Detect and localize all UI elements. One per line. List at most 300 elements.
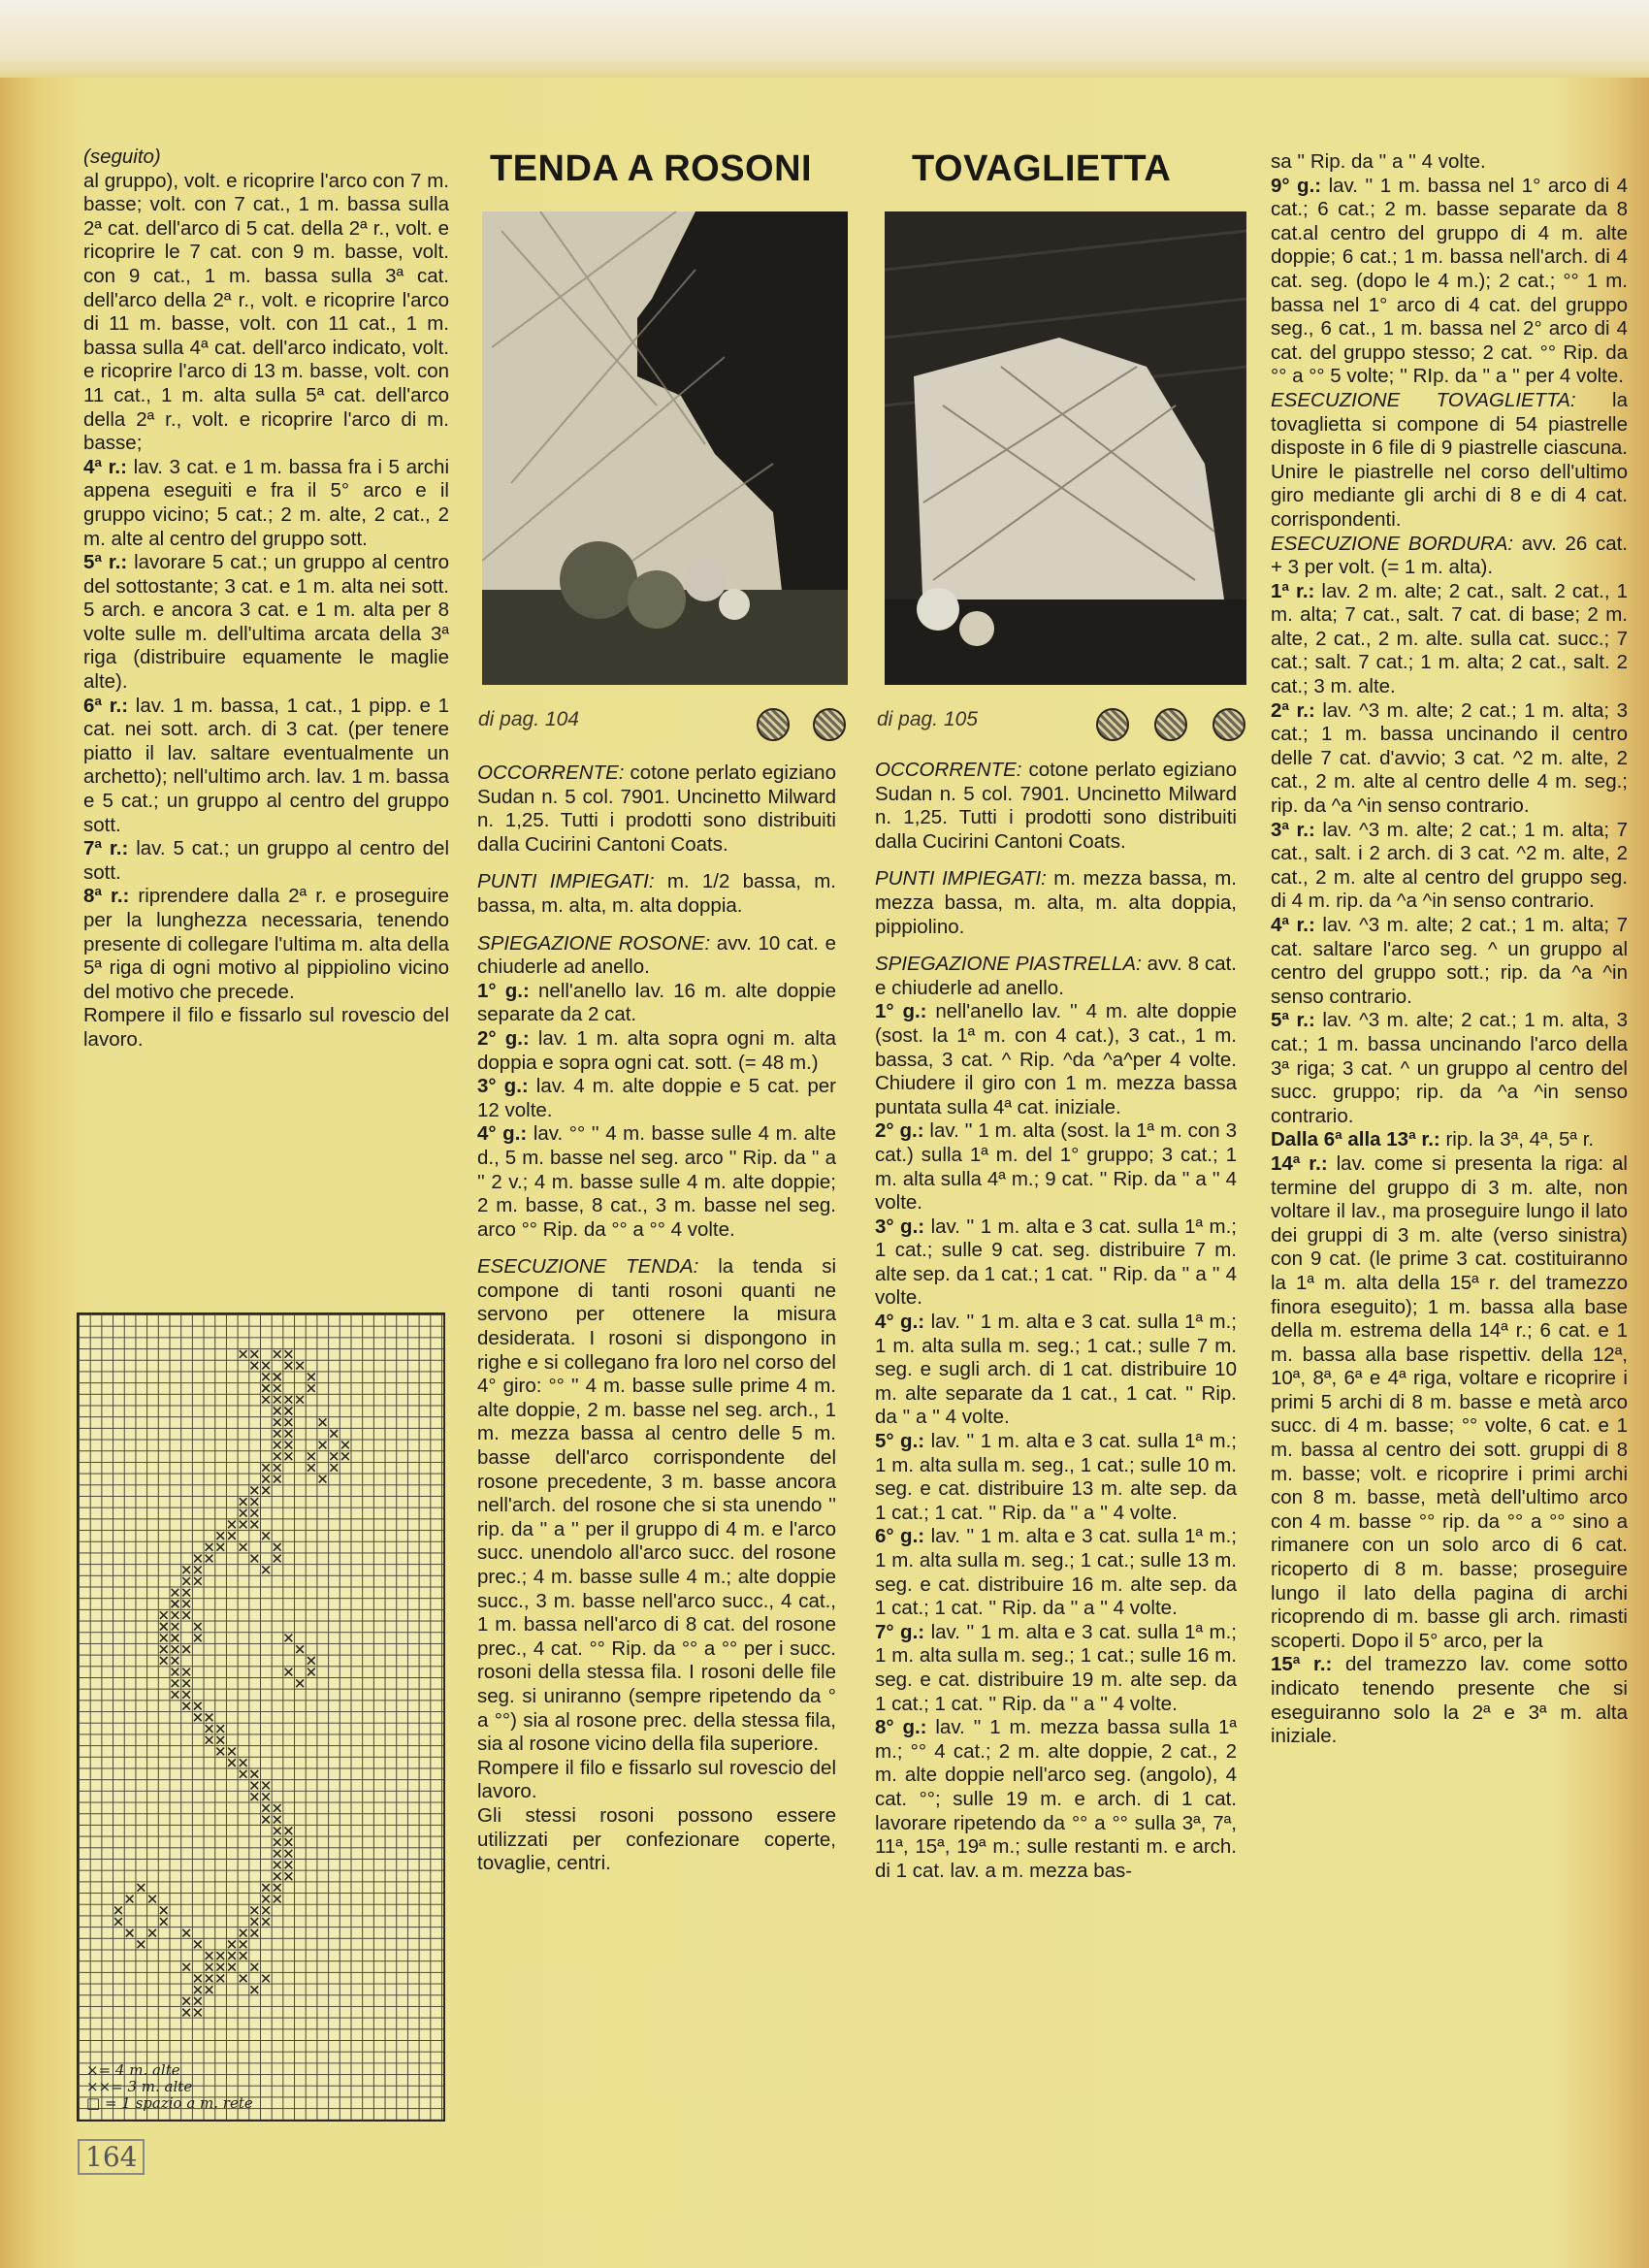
section-heading: (seguito) (83, 146, 161, 168)
chart-cross-cell (274, 1374, 281, 1381)
chart-cross-cell (262, 1362, 270, 1370)
step-label: 7° g.: (875, 1620, 925, 1643)
chart-cross-cell (251, 1350, 259, 1358)
chart-cross-cell (296, 1679, 304, 1687)
section-heading: PUNTI IMPIEGATI: (875, 867, 1047, 891)
chart-cross-cell (251, 1963, 259, 1971)
chart-cross-cell (216, 1532, 224, 1539)
caption-right: di pag. 105 (877, 708, 978, 730)
chart-cross-cell (262, 1895, 270, 1903)
chart-cross-cell (206, 1963, 213, 1971)
step-label: 5ª r.: (1271, 1009, 1315, 1032)
chart-cross-cell (307, 1384, 315, 1392)
chart-cross-cell (138, 1941, 146, 1949)
paragraph-text: lav. 4 m. alte doppie e 5 cat. per 12 volte. (477, 1075, 836, 1121)
chart-cross-cell (182, 1669, 190, 1676)
chart-cross-cell (126, 1895, 134, 1903)
chart-cross-cell (274, 1442, 281, 1449)
chart-cross-cell (262, 1906, 270, 1914)
step-label: 4ª r.: (83, 455, 127, 478)
chart-cross-cell (240, 1509, 247, 1517)
chart-cross-cell (307, 1452, 315, 1460)
paragraph-text: lav. '' 1 m. alta e 3 cat. sulla 1ª m.; 1 m. alta sulla m. seg.; 1 cat.; sulle 7 m. seg. e sugli arch. di 1 cat. distribuire 10 m. alte separate da 1 cat., 1 cat. '' Rip. da '' a '' 4 volte. (875, 1311, 1238, 1429)
paragraph-text: lav. ^3 m. alte; 2 cat.; 1 m. alta; 7 cat. saltare l'arco seg. ^ un gruppo al centro del gruppo sott.; rip. da ^a ^in senso contrario. (1271, 914, 1628, 1008)
yarn-ball-icon (1212, 708, 1245, 741)
chart-cross-cell (285, 1828, 293, 1835)
chart-cross-cell (172, 1623, 179, 1631)
chart-cross-cell (285, 1669, 293, 1676)
chart-cross-cell (274, 1884, 281, 1892)
paragraph (477, 1255, 836, 1756)
chart-cross-cell (251, 1487, 259, 1495)
chart-cross-cell (126, 1929, 134, 1937)
step-label: 4° g.: (875, 1311, 925, 1334)
chart-cross-cell (262, 1487, 270, 1495)
paragraph-text: cotone perlato egiziano Sudan n. 5 col. 7901. Uncinetto Milward n. 1,25. Tutti i prodotti sono distribuiti dalla Cucirini Cantoni Coats. (875, 759, 1237, 853)
chart-cross-cell (160, 1635, 168, 1642)
paragraph (83, 885, 449, 1004)
chart-cross-cell (251, 1509, 259, 1517)
chart-cross-cell (240, 1498, 247, 1506)
chart-cross-cell (341, 1442, 349, 1449)
chart-cross-cell (274, 1452, 281, 1460)
section-heading: SPIEGAZIONE ROSONE: (477, 931, 711, 955)
paragraph (1271, 914, 1628, 1009)
step-label: 8ª r.: (83, 885, 130, 908)
chart-cross-cell (285, 1418, 293, 1426)
paragraph (1271, 175, 1628, 389)
chart-cross-cell (172, 1657, 179, 1665)
chart-cross-cell (206, 1986, 213, 1993)
chart-cross-cell (172, 1679, 179, 1687)
step-label: 1ª r.: (1271, 579, 1315, 602)
paragraph (875, 1215, 1237, 1311)
paragraph (1271, 699, 1628, 819)
chart-cross-cell (296, 1645, 304, 1653)
chart-cross-cell (285, 1350, 293, 1358)
column-tovaglietta-instructions (875, 759, 1237, 1883)
chart-cross-cell (228, 1952, 236, 1960)
paragraph (83, 837, 449, 885)
chart-cross-cell (182, 1566, 190, 1573)
chart-cross-cell (194, 1577, 202, 1585)
chart-cross-cell (240, 1929, 247, 1937)
step-label: 2° g.: (477, 1026, 530, 1050)
step-label: 9° g.: (1271, 174, 1322, 197)
paragraph (83, 456, 449, 551)
chart-cross-cell (274, 1555, 281, 1563)
paragraph-text: lav. 5 cat.; un gruppo al centro del sott. (83, 837, 450, 884)
paragraph (83, 170, 449, 456)
section-heading: ESECUZIONE BORDURA: (1271, 532, 1514, 555)
chart-cross-cell (182, 1645, 190, 1653)
chart-cross-cell (114, 1918, 122, 1926)
legend-line: □ = 1 spazio a m. rete (86, 2094, 253, 2112)
paragraph-text: nell'anello lav. 16 m. alte doppie separate da 2 cat. (477, 979, 836, 1026)
chart-cross-cell (274, 1396, 281, 1404)
column-continued-instructions (83, 146, 449, 1053)
chart-cross-cell (160, 1657, 168, 1665)
paragraph-text: nell'anello lav. '' 4 m. alte doppie (sost. la 1ª m. con 4 cat.), 3 cat., 1 m. bassa, 3 cat. ^ Rip. ^da ^a^per 4 volte. Chiudere il giro con 1 m. mezza bassa puntata sulla 4ª cat. iniziale. (875, 1000, 1237, 1118)
chart-cross-cell (274, 1804, 281, 1812)
chart-cross-cell (182, 1679, 190, 1687)
section-heading: OCCORRENTE: (477, 761, 625, 784)
placemat-photo (885, 211, 1246, 685)
chart-cross-cell (274, 1464, 281, 1472)
chart-cross-cell (216, 1736, 224, 1744)
step-label: 1° g.: (875, 1000, 927, 1023)
step-label: 2° g.: (875, 1119, 924, 1143)
chart-cross-cell (262, 1396, 270, 1404)
chart-cross-cell (216, 1748, 224, 1756)
chart-pattern (79, 1314, 443, 2120)
chart-cross-cell (182, 1589, 190, 1597)
paragraph (477, 1804, 836, 1876)
chart-cross-cell (285, 1362, 293, 1370)
step-label: 15ª r.: (1271, 1653, 1333, 1676)
paragraph-text: Rompere il filo e fissarlo sul rovescio del lavoro. (83, 1004, 449, 1051)
chart-cross-cell (251, 1362, 259, 1370)
paragraph (875, 1525, 1237, 1620)
chart-cross-cell (251, 1498, 259, 1506)
paragraph-text: avv. 10 cat. e chiuderle ad anello. (477, 931, 836, 979)
paragraph-text: lav. 3 cat. e 1 m. bassa fra i 5 archi appena eseguiti e fra il 5° arco e il gruppo vicino; 5 cat.; 2 m. alte, 2 cat., 2 m. alte al centro del gruppo sott. (83, 455, 449, 550)
chart-cross-cell (148, 1895, 156, 1903)
chart-cross-cell (274, 1543, 281, 1551)
step-label: 14ª r.: (1271, 1151, 1328, 1175)
chart-cross-cell (182, 1691, 190, 1699)
chart-cross-cell (206, 1952, 213, 1960)
paragraph (477, 870, 836, 918)
paragraph-text: lav. ^3 m. alte; 2 cat.; 1 m. alta; 7 cat., salt. i 2 arch. di 3 cat. ^2 m. alte, 2 cat., 2 m. alte al centro del gruppo seg. di 4 m. rip. da ^a ^in senso contrario. (1271, 818, 1628, 913)
chart-cross-cell (172, 1691, 179, 1699)
column-tovaglietta-continued (1271, 150, 1628, 1749)
chart-cross-cell (274, 1872, 281, 1880)
chart-cross-cell (251, 1906, 259, 1914)
chart-cross-cell (251, 1918, 259, 1926)
paragraph (1271, 150, 1628, 175)
chart-cross-cell (172, 1601, 179, 1608)
chart-cross-cell (148, 1929, 156, 1937)
chart-cross-cell (307, 1374, 315, 1381)
chart-cross-cell (251, 1770, 259, 1778)
paragraph-text: lav. °° '' 4 m. basse sulle 4 m. alte d., 5 m. basse nel seg. arco '' Rip. da '' a '' 2 v.; 4 m. basse sulle 4 m. alte doppie; 2 m. basse, 8 cat., 3 m. basse nel seg. arco °° Rip. da °° a °° 4 volte. (477, 1122, 836, 1241)
legend-line: ×= 4 m. alte (86, 2061, 180, 2079)
chart-cross-cell (307, 1657, 315, 1665)
paragraph-text: m. 1/2 bassa, m. bassa, m. alta, m. alta doppia. (477, 870, 836, 917)
chart-cross-cell (216, 1543, 224, 1551)
paragraph-text: lav. 1 m. alta sopra ogni m. alta doppia e sopra ogni cat. sott. (= 48 m.) (477, 1026, 837, 1074)
chart-cross-cell (319, 1418, 327, 1426)
paragraph (875, 1119, 1237, 1215)
chart-cross-cell (114, 1906, 122, 1914)
paragraph (83, 1004, 449, 1052)
chart-cross-cell (240, 1952, 247, 1960)
chart-cross-cell (274, 1418, 281, 1426)
paragraph-text: la tenda si compone di tanti rosoni quanti ne servono per ottenere la misura desiderata. I rosoni si dispongono in righe e si collegano fra loro nel corso del 4° giro: °° '' 4 m. basse sulle prime 4 m. alte doppie, 2 m. basse nel seg. arch., 1 m. mezza bassa al centro delle 5 m. basse dell'arco corrispondente del rosone precedente, 3 m. basse ancora nell'arch. del rosone che si sta unendo '' rip. da '' a '' per il gruppo di 4 m. e l'arco succ. unendolo all'arco succ. del rosone prec.; 4 m. basse sulle 4 m.; alte doppie succ., 3 m. basse nell'arco succ., 4 cat., 1 m. bassa nell'arco di 8 cat. del rosone prec., 4 cat. °° Rip. da °° a °° per i succ. rosoni della stessa fila. I rosoni delle file seg. si uniranno (sempre ripetendo da ° a °°) sia al rosone prec. della stessa fila, sia al rosone vicino della fila superiore. (477, 1255, 837, 1756)
paragraph-text: lav. '' 1 m. alta e 3 cat. sulla 1ª m.; 1 m. alta sulla m. seg., 1 cat.; sulle 10 m. seg. e cat. distribuire 13 m. alte sep. da 1 cat.; 1 cat. '' Rip. da '' a '' 4 volte. (875, 1430, 1238, 1524)
paragraph-text: lav. '' 1 m. alta e 3 cat. sulla 1ª m.; 1 cat.; sulle 9 cat. seg. distribuire 7 m. alte sep. da 1 cat.; 1 cat. '' Rip. da '' a '' 4 volte. (875, 1215, 1238, 1310)
paragraph (875, 1311, 1237, 1430)
chart-cross-cell (228, 1748, 236, 1756)
chart-cross-cell (251, 1521, 259, 1529)
paragraph (1271, 819, 1628, 914)
title-tovaglietta: TOVAGLIETTA (912, 148, 1172, 189)
chart-cross-cell (262, 1975, 270, 1983)
section-heading: SPIEGAZIONE PIASTRELLA: (875, 953, 1142, 976)
chart-cross-cell (262, 1566, 270, 1573)
paragraph (477, 1757, 836, 1804)
chart-cross-cell (251, 1986, 259, 1993)
chart-cross-cell (228, 1759, 236, 1766)
chart-cross-cell (182, 1577, 190, 1585)
chart-cross-cell (285, 1862, 293, 1869)
chart-cross-cell (274, 1838, 281, 1846)
chart-cross-cell (330, 1430, 338, 1438)
paragraph (477, 1075, 836, 1122)
chart-cross-cell (240, 1543, 247, 1551)
paragraph (477, 1027, 836, 1075)
step-label: 5ª r.: (83, 551, 128, 574)
chart-cross-cell (330, 1464, 338, 1472)
chart-cross-cell (194, 1986, 202, 1993)
chart-cross-cell (194, 1623, 202, 1631)
chart-cross-cell (251, 1793, 259, 1800)
chart-cross-cell (194, 1635, 202, 1642)
chart-cross-cell (285, 1430, 293, 1438)
paragraph-text: m. mezza bassa, m. mezza bassa, m. alta, m. alta doppia, pippiolino. (875, 867, 1237, 938)
paragraph (875, 1000, 1237, 1119)
step-label: 5° g.: (875, 1430, 925, 1453)
paragraph-text: la tovaglietta si compone di 54 piastrelle disposte in 6 file di 9 piastrelle ciascuna. Unire le piastrelle nel corso dell'ultimo giro mediante gli archi di 8 e di 4 cat. corrispondenti. (1271, 388, 1628, 531)
chart-cross-cell (341, 1452, 349, 1460)
chart-cross-cell (262, 1475, 270, 1483)
paragraph-text: lav. 2 m. alte; 2 cat., salt. 2 cat., 1 m. alta; 7 cat., salt. 7 cat. di base; 2 m. alte, 2 cat., 2 m. alte. sulla cat. succ.; 7 cat.; salt. 7 cat.; 1 m. alta; 2 cat., salt. 2 cat.; 3 m. alte. (1271, 579, 1629, 698)
chart-cross-cell (285, 1635, 293, 1642)
chart-cross-cell (274, 1384, 281, 1392)
step-label: 4ª r.: (1271, 914, 1315, 936)
step-label: 3° g.: (477, 1075, 529, 1098)
chart-cross-cell (194, 1714, 202, 1722)
chart-cross-cell (206, 1736, 213, 1744)
chart-cross-cell (182, 1963, 190, 1971)
paragraph (875, 1430, 1237, 1525)
chart-cross-cell (216, 1952, 224, 1960)
chart-cross-cell (216, 1975, 224, 1983)
chart-cross-cell (251, 1782, 259, 1790)
step-label: 2ª r.: (1271, 698, 1315, 722)
chart-cross-cell (274, 1408, 281, 1415)
paragraph (1271, 389, 1628, 533)
chart-cross-cell (296, 1396, 304, 1404)
paragraph (477, 932, 836, 980)
chart-cross-cell (240, 1521, 247, 1529)
chart-cross-cell (307, 1464, 315, 1472)
yarn-ball-icon (813, 708, 846, 741)
chart-cross-cell (182, 1702, 190, 1710)
caption-left: di pag. 104 (478, 708, 579, 730)
chart-cross-cell (206, 1714, 213, 1722)
curtain-photo (482, 211, 848, 685)
step-label: 1° g.: (477, 979, 530, 1002)
scan-top-margin (0, 0, 1649, 78)
step-label: Dalla 6ª alla 13ª r.: (1271, 1128, 1440, 1151)
paragraph-text: lav. '' 1 m. alta e 3 cat. sulla 1ª m.; 1 m. alta sulla m. seg.; 1 cat.; sulle 13 m. seg. e cat. distribuire 16 m. alte sep. da 1 cat.; 1 cat. '' Rip. da '' a '' 4 volte. (875, 1525, 1238, 1620)
section-heading: ESECUZIONE TOVAGLIETTA: (1271, 388, 1576, 411)
chart-cross-cell (262, 1816, 270, 1824)
chart-cross-cell (296, 1362, 304, 1370)
chart-cross-cell (319, 1475, 327, 1483)
paragraph-text: avv. 8 cat. e chiuderle ad anello. (875, 953, 1237, 999)
chart-cross-cell (206, 1975, 213, 1983)
paragraph (83, 146, 449, 170)
chart-cross-cell (228, 1941, 236, 1949)
chart-cross-cell (285, 1442, 293, 1449)
paragraph (875, 1716, 1237, 1883)
paragraph (477, 761, 836, 857)
chart-cross-cell (172, 1611, 179, 1619)
paragraph-text: sa '' Rip. da '' a '' 4 volte. (1271, 150, 1486, 173)
paragraph (83, 695, 449, 838)
chart-cross-cell (251, 1929, 259, 1937)
chart-cross-cell (285, 1452, 293, 1460)
title-tenda-a-rosoni: TENDA A ROSONI (490, 148, 813, 189)
chart-cross-cell (194, 1555, 202, 1563)
chart-cross-cell (182, 1929, 190, 1937)
paragraph-text: lav. ^3 m. alte; 2 cat.; 1 m. alta, 3 cat.; 1 m. bassa uncinando l'arco della 3ª riga; 3 cat. ^ un gruppo al centro del succ. gruppo; rip. da ^a ^in senso contrario. (1271, 1009, 1628, 1127)
paragraph (1271, 1152, 1628, 1653)
chart-cross-cell (228, 1521, 236, 1529)
chart-cross-cell (206, 1555, 213, 1563)
chart-cross-cell (240, 1941, 247, 1949)
step-label: 4° g.: (477, 1122, 528, 1146)
chart-cross-cell (307, 1669, 315, 1676)
chart-cross-cell (216, 1725, 224, 1733)
paragraph-text: lav. come si presenta la riga: al termine del gruppo di 3 m. alte, non voltare il lav., ma proseguire lungo il lato dei gruppi di 3 m. alte (verso sinistra) con 9 cat. (le prime 3 cat. costituiranno la 1ª m. alta della 15ª r. del tramezzo finora eseguito); 1 m. bassa alla base della m. estrema della 14ª r.; 6 cat. e 1 m. bassa alla base rispettiv. della 12ª, 10ª, 8ª, 6ª e 4ª riga, voltare e ricoprire i primi 5 archi di 8 m. basse e metà arco succ. di 4 m. basse; °° volte, 6 cat. e 1 m. bassa al centro dei sott. gruppi di 8 m. basse; volt. e ricoprire i primi archi con 8 m. basse, metà dell'ultimo arco con 4 m. basse °° rip. da °° a °° sino a rimanere con un solo arco di 6 cat. ricoperto di 8 m. basse; proseguire lungo il lato della pagina di archi ricoprendo di m. basse gli arch. rimasti scoperti. Dopo il 5° arco, per la (1271, 1151, 1628, 1652)
chart-cross-cell (194, 1941, 202, 1949)
chart-cross-cell (319, 1442, 327, 1449)
chart-cross-cell (160, 1906, 168, 1914)
paragraph (477, 1122, 836, 1242)
paragraph-text: rip. la 3ª, 4ª, 5ª r. (1445, 1128, 1595, 1151)
chart-cross-cell (194, 2009, 202, 2017)
paragraph (83, 551, 449, 695)
chart-cross-cell (262, 1532, 270, 1539)
chart-cross-cell (172, 1635, 179, 1642)
step-label: 6° g.: (875, 1525, 925, 1548)
chart-cross-cell (330, 1452, 338, 1460)
paragraph (1271, 1128, 1628, 1152)
chart-cross-cell (228, 1532, 236, 1539)
chart-cross-cell (194, 1975, 202, 1983)
paragraph (875, 1621, 1237, 1716)
chart-cross-cell (240, 1770, 247, 1778)
chart-cross-cell (274, 1816, 281, 1824)
yarn-ball-icon (757, 708, 790, 741)
chart-cross-cell (216, 1963, 224, 1971)
chart-cross-cell (262, 1804, 270, 1812)
column-tenda-instructions (477, 761, 836, 1876)
yarn-ball-icon (1154, 708, 1187, 741)
chart-cross-cell (262, 1884, 270, 1892)
section-heading: PUNTI IMPIEGATI: (477, 870, 655, 893)
chart-cross-cell (251, 1555, 259, 1563)
chart-cross-cell (138, 1884, 146, 1892)
chart-cross-cell (182, 1611, 190, 1619)
paragraph-text: lav. 1 m. bassa, 1 cat., 1 pipp. e 1 cat. nei sott. arch. di 3 cat. (per tenere piatto il lav. saltare eventualmente un archetto); nell'ultimo arch. lav. 1 m. bassa e 5 cat.; un gruppo al centro del gruppo sott. (83, 694, 449, 836)
chart-cross-cell (182, 2009, 190, 2017)
paragraph-text: avv. 26 cat. + 3 per volt. (= 1 m. alta). (1271, 532, 1628, 579)
paragraph (1271, 1009, 1628, 1128)
paragraph-text: lav. '' 1 m. alta (sost. la 1ª m. con 3 cat.) sulla 1ª m. del 1° gruppo; 3 cat.; 1 m. alta sulla 4ª m.; 9 cat. '' Rip. da '' a '' 4 volte. (875, 1119, 1237, 1215)
chart-cross-cell (182, 1997, 190, 2005)
chart-cross-cell (274, 1850, 281, 1858)
paragraph-text: Gli stessi rosoni possono essere utilizzati per confezionare coperte, tovaglie, centri. (477, 1803, 836, 1875)
section-heading: ESECUZIONE TENDA: (477, 1255, 699, 1279)
chart-cross-cell (262, 1918, 270, 1926)
paragraph-text: riprendere dalla 2ª r. e proseguire per la lunghezza necessaria, tenendo presente di collegare l'ultima m. alta della 5ª riga di ogni motivo al pippiolino vicino del motivo che precede. (83, 885, 449, 1003)
chart-cross-cell (285, 1872, 293, 1880)
chart-cross-cell (194, 1702, 202, 1710)
paragraph (875, 953, 1237, 1000)
chart-cross-cell (172, 1669, 179, 1676)
paragraph (1271, 533, 1628, 580)
paragraph (477, 980, 836, 1027)
chart-cross-cell (160, 1645, 168, 1653)
paragraph-text: del tramezzo lav. come sotto indicato tenendo presente che si eseguiranno solo la 2ª e 3ª m. alta iniziale. (1271, 1653, 1628, 1748)
chart-cross-cell (160, 1918, 168, 1926)
step-label: 7ª r.: (83, 837, 129, 860)
paragraph-text: lavorare 5 cat.; un gruppo al centro del sottostante; 3 cat. e 1 m. alta nei sott. 5 arch. e ancora 3 cat. e 1 m. alta per 8 volte sulle m. dell'ultima arcata della 3ª riga (distribuire equamente le maglie alte). (83, 551, 449, 694)
chart-cross-cell (274, 1828, 281, 1835)
legend-line: ××= 3 m. alte (86, 2078, 193, 2095)
chart-cross-cell (274, 1430, 281, 1438)
chart-cross-cell (262, 1464, 270, 1472)
page-number: 164 (78, 2139, 145, 2175)
paragraph-text: lav. '' 1 m. bassa nel 1° arco di 4 cat.; 6 cat.; 2 m. basse separate da 8 cat.al centro del gruppo di 4 m. alte doppie; 6 cat.; 1 m. bassa nell'arch. di 4 cat. seg. (dopo le 4 m.); 2 cat.; °° 1 m. bassa nel 1° arco di 4 cat. del gruppo seg., 6 cat., 1 m. bassa nel 2° arco di 4 cat. del gruppo stesso; 2 cat. °° Rip. da °° a °° 5 volte; '' RIp. da '' a '' per 4 volte. (1271, 174, 1628, 388)
chart-cross-cell (160, 1611, 168, 1619)
chart-cross-cell (160, 1623, 168, 1631)
chart-cross-cell (240, 1350, 247, 1358)
step-label: 3ª r.: (1271, 818, 1315, 841)
chart-cross-cell (274, 1350, 281, 1358)
paragraph (875, 867, 1237, 939)
chart-cross-cell (285, 1408, 293, 1415)
chart-cross-cell (194, 1997, 202, 2005)
chart-cross-cell (206, 1543, 213, 1551)
chart-cross-cell (274, 1895, 281, 1903)
paragraph (1271, 1653, 1628, 1748)
chart-cross-cell (262, 1793, 270, 1800)
paragraph-text: cotone perlato egiziano Sudan n. 5 col. 7901. Uncinetto Milward n. 1,25. Tutti i prodotti sono distribuiti dalla Cucirini Cantoni Coats. (477, 761, 836, 856)
chart-cross-cell (285, 1838, 293, 1846)
paragraph-text: lav. '' 1 m. mezza bassa sulla 1ª m.; °° 4 cat.; 2 m. alte doppie, 2 cat., 2 m. alte doppie nell'arco seg. (angolo), 4 cat. °°; sulle 19 m. e arch. di 1 cat. lavorare ripetendo da °° a °° sulla 3ª, 7ª, 11ª, 15ª, 19ª m.; sulle restanti m. e arch. di 1 cat. lav. a m. mezza bas- (875, 1716, 1237, 1882)
chart-cross-cell (228, 1963, 236, 1971)
chart-cross-cell (172, 1645, 179, 1653)
chart-cross-cell (274, 1862, 281, 1869)
chart-cross-cell (262, 1384, 270, 1392)
chart-cross-cell (285, 1396, 293, 1404)
paragraph-text: lav. '' 1 m. alta e 3 cat. sulla 1ª m.; 1 m. alta sulla m. seg.; 1 cat.; sulle 16 m. seg. e cat. distribuire 19 m. alte sep. da 1 cat.; 1 cat. '' Rip. da '' a '' 4 volte. (875, 1620, 1238, 1715)
chart-cross-cell (172, 1589, 179, 1597)
paragraph-text: lav. ^3 m. alte; 2 cat.; 1 m. alta; 3 cat.; 1 m. bassa uncinando il centro delle 7 cat. d'avvio; 3 cat. ^2 m. alte, 2 cat., 2 m. alte al centro delle 4 m. seg.; rip. da ^a ^in senso contrario. (1271, 698, 1628, 818)
chart-cross-cell (194, 1566, 202, 1573)
chart-cross-cell (182, 1601, 190, 1608)
step-label: 8° g.: (875, 1716, 927, 1739)
step-label: 6ª r.: (83, 694, 129, 717)
paragraph-text: al gruppo), volt. e ricoprire l'arco con 7 m. basse; volt. con 7 cat., 1 m. bassa sulla 2ª cat. dell'arco di 5 cat. della 2ª r., volt. e ricoprire le 7 cat. con 9 m. basse, volt. con 9 cat., 1 m. bassa sulla 3ª cat. dell'arco della 2ª r., volt. e ricoprire l'arco di 11 m. basse, volt. con 11 cat., 1 m. bassa sulla 4ª cat. dell'arco indicato, volt. e ricoprire l'arco di 13 m. basse, volt. con 11 cat., 1 m. alta sulla 5ª cat. dell'arco della 2ª r., volt. e ricoprire l'arco di m. basse; (83, 169, 449, 455)
chart-cross-cell (262, 1374, 270, 1381)
